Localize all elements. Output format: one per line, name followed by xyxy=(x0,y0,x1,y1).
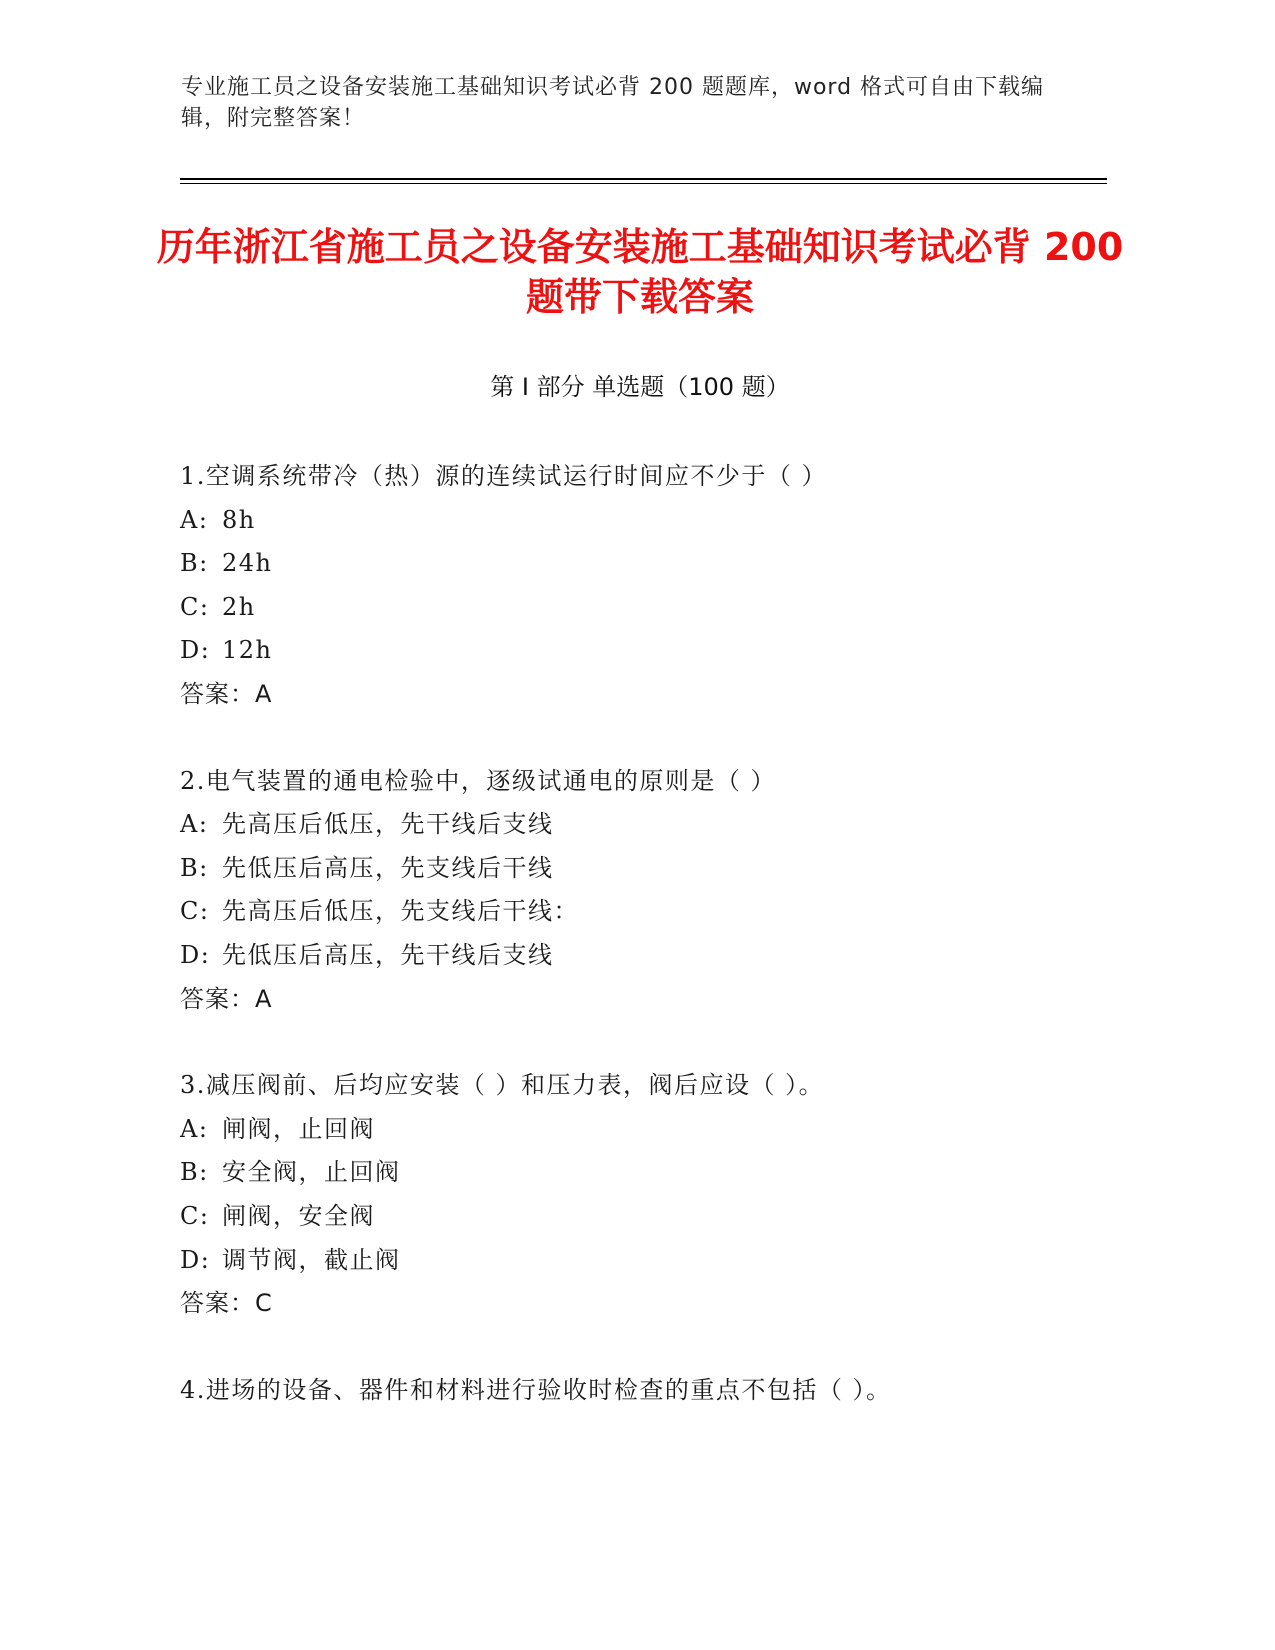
option-key: B: xyxy=(180,853,209,882)
option-key: C: xyxy=(180,1201,210,1230)
option-key: B: xyxy=(180,549,209,578)
answer-label: 答案： xyxy=(180,679,255,708)
option-d xyxy=(180,934,1120,978)
option-text: 8h xyxy=(222,505,256,534)
option-key: A: xyxy=(180,1114,209,1143)
option-b xyxy=(180,847,1120,891)
question-stem: 3.减压阀前、后均应安装（ ）和压力表，阀后应设（ ）。 xyxy=(180,1071,825,1100)
option-a xyxy=(180,803,1120,847)
option-text: 2h xyxy=(222,592,256,621)
answer-line xyxy=(180,978,1120,1022)
section-heading: 第 I 部分 单选题（100 题） xyxy=(490,373,790,401)
question-stem: 1.空调系统带冷（热）源的连续试运行时间应不少于（ ） xyxy=(180,462,828,490)
question-4 xyxy=(180,1369,1120,1413)
answer-line xyxy=(180,673,1120,717)
header-divider-thick xyxy=(180,178,1107,180)
option-text: 24h xyxy=(222,549,273,578)
option-text: 先高压后低压，先干线后支线 xyxy=(222,810,554,839)
option-key: A: xyxy=(180,505,209,534)
option-text: 12h xyxy=(222,636,273,665)
option-key: C: xyxy=(180,897,210,926)
option-text: 调节阀，截止阀 xyxy=(222,1245,401,1274)
question-stem: 2.电气装置的通电检验中，逐级试通电的原则是（ ） xyxy=(180,766,777,795)
option-key: D: xyxy=(180,636,211,665)
answer-label: 答案： xyxy=(180,1289,255,1318)
option-a xyxy=(180,499,1120,543)
option-c xyxy=(180,1195,1120,1239)
question-3 xyxy=(180,1064,1120,1326)
answer-value: A xyxy=(255,984,273,1013)
option-text: 安全阀，止回阀 xyxy=(222,1158,401,1187)
question-2 xyxy=(180,760,1120,1022)
answer-label: 答案： xyxy=(180,984,255,1013)
option-b xyxy=(180,542,1120,586)
option-d xyxy=(180,629,1120,673)
answer-value: A xyxy=(255,679,273,708)
option-text: 闸阀，安全阀 xyxy=(222,1201,375,1230)
option-key: A: xyxy=(180,810,209,839)
option-a xyxy=(180,1108,1120,1152)
option-key: D: xyxy=(180,940,211,969)
document-title: 历年浙江省施工员之设备安装施工基础知识考试必背 200 题带下载答案 xyxy=(156,225,1124,319)
question-list xyxy=(180,455,1120,1455)
option-key: D: xyxy=(180,1245,211,1274)
header-note: 专业施工员之设备安装施工基础知识考试必背 200 题题库，word 格式可自由下载编辑，附完整答案！ xyxy=(181,75,1045,131)
option-b xyxy=(180,1151,1120,1195)
header-divider-thin xyxy=(180,183,1107,184)
option-key: B: xyxy=(180,1158,209,1187)
question-stem: 4.进场的设备、器件和材料进行验收时检查的重点不包括（ ）。 xyxy=(180,1375,892,1404)
option-text: 先低压后高压，先干线后支线 xyxy=(222,940,554,969)
option-text: 先低压后高压，先支线后干线 xyxy=(222,853,554,882)
option-text: 闸阀，止回阀 xyxy=(222,1114,375,1143)
option-c xyxy=(180,890,1120,934)
answer-value: C xyxy=(255,1289,273,1318)
option-c xyxy=(180,586,1120,630)
option-key: C: xyxy=(180,592,210,621)
option-text: 先高压后低压，先支线后干线： xyxy=(222,897,579,926)
answer-line xyxy=(180,1282,1120,1326)
question-1 xyxy=(180,455,1120,717)
option-d xyxy=(180,1239,1120,1283)
